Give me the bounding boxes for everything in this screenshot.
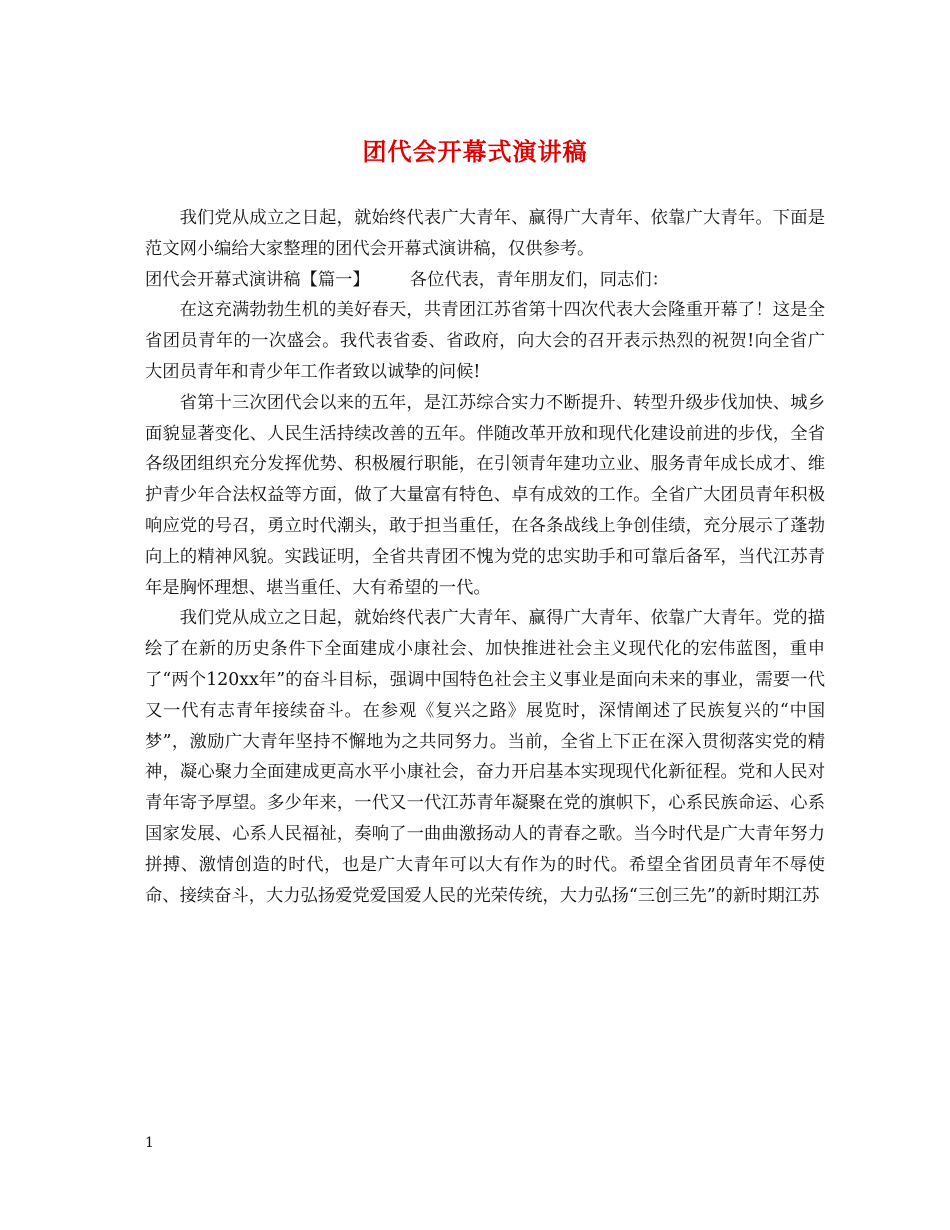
page-number: 1 — [145, 1135, 154, 1151]
paragraph-3: 我们党从成立之日起，就始终代表广大青年、赢得广大青年、依靠广大青年。党的描绘了在新的历史条件下全面建成小康社会、加快推进社会主义现代化的宏伟蓝图，重申了“两个120xx年”的奋斗目标，强调中国特色社会主义事业是面向未来的事业，需要一代又一代有志青年接续奋斗。在参观《复兴之路》展览时，深情阐述了民族复兴的“中国梦”，激励广大青年坚持不懈地为之共同努力。当前，全省上下正在深入贯彻落实党的精神，凝心聚力全面建成更高水平小康社会，奋力开启基本实现现代化新征程。党和人民对青年寄予厚望。多少年来，一代又一代江苏青年凝聚在党的旗帜下，心系民族命运、心系国家发展、心系人民福祉，奏响了一曲曲激扬动人的青春之歌。当今时代是广大青年努力拼搏、激情创造的时代，也是广大青年可以大有作为的时代。希望全省团员青年不辱使命、接续奋斗，大力弘扬爱党爱国爱人民的光荣传统，大力弘扬“三创三先”的新时期江苏 — [145, 608, 825, 906]
salutation: 各位代表，青年朋友们，同志们： — [409, 269, 669, 290]
paragraph-1: 在这充满勃勃生机的美好春天，共青团江苏省第十四次代表大会隆重开幕了！这是全省团员青年的一次盛会。我代表省委、省政府，向大会的召开表示热烈的祝贺!向全省广大团员青年和青少年工作者致以诚挚的问候! — [145, 300, 825, 382]
document-title: 团代会开幕式演讲稿 — [362, 137, 588, 166]
section-heading: 团代会开幕式演讲稿【篇一】 — [145, 269, 370, 290]
intro-paragraph: 我们党从成立之日起，就始终代表广大青年、赢得广大青年、依靠广大青年。下面是范文网小编给大家整理的团代会开幕式演讲稿，仅供参考。 — [145, 208, 825, 259]
paragraph-2: 省第十三次团代会以来的五年，是江苏综合实力不断提升、转型升级步伐加快、城乡面貌显著变化、人民生活持续改善的五年。伴随改革开放和现代化建设前进的步伐，全省各级团组织充分发挥优势、积极履行职能，在引领青年建功立业、服务青年成长成才、维护青少年合法权益等方面，做了大量富有特色、卓有成效的工作。全省广大团员青年积极响应党的号召，勇立时代潮头，敢于担当重任，在各条战线上争创佳绩，充分展示了蓬勃向上的精神风貌。实践证明，全省共青团不愧为党的忠实助手和可靠后备军，当代江苏青年是胸怀理想、堪当重任、大有希望的一代。 — [145, 392, 825, 598]
section-heading-line — [145, 265, 825, 296]
document-body — [145, 203, 825, 911]
